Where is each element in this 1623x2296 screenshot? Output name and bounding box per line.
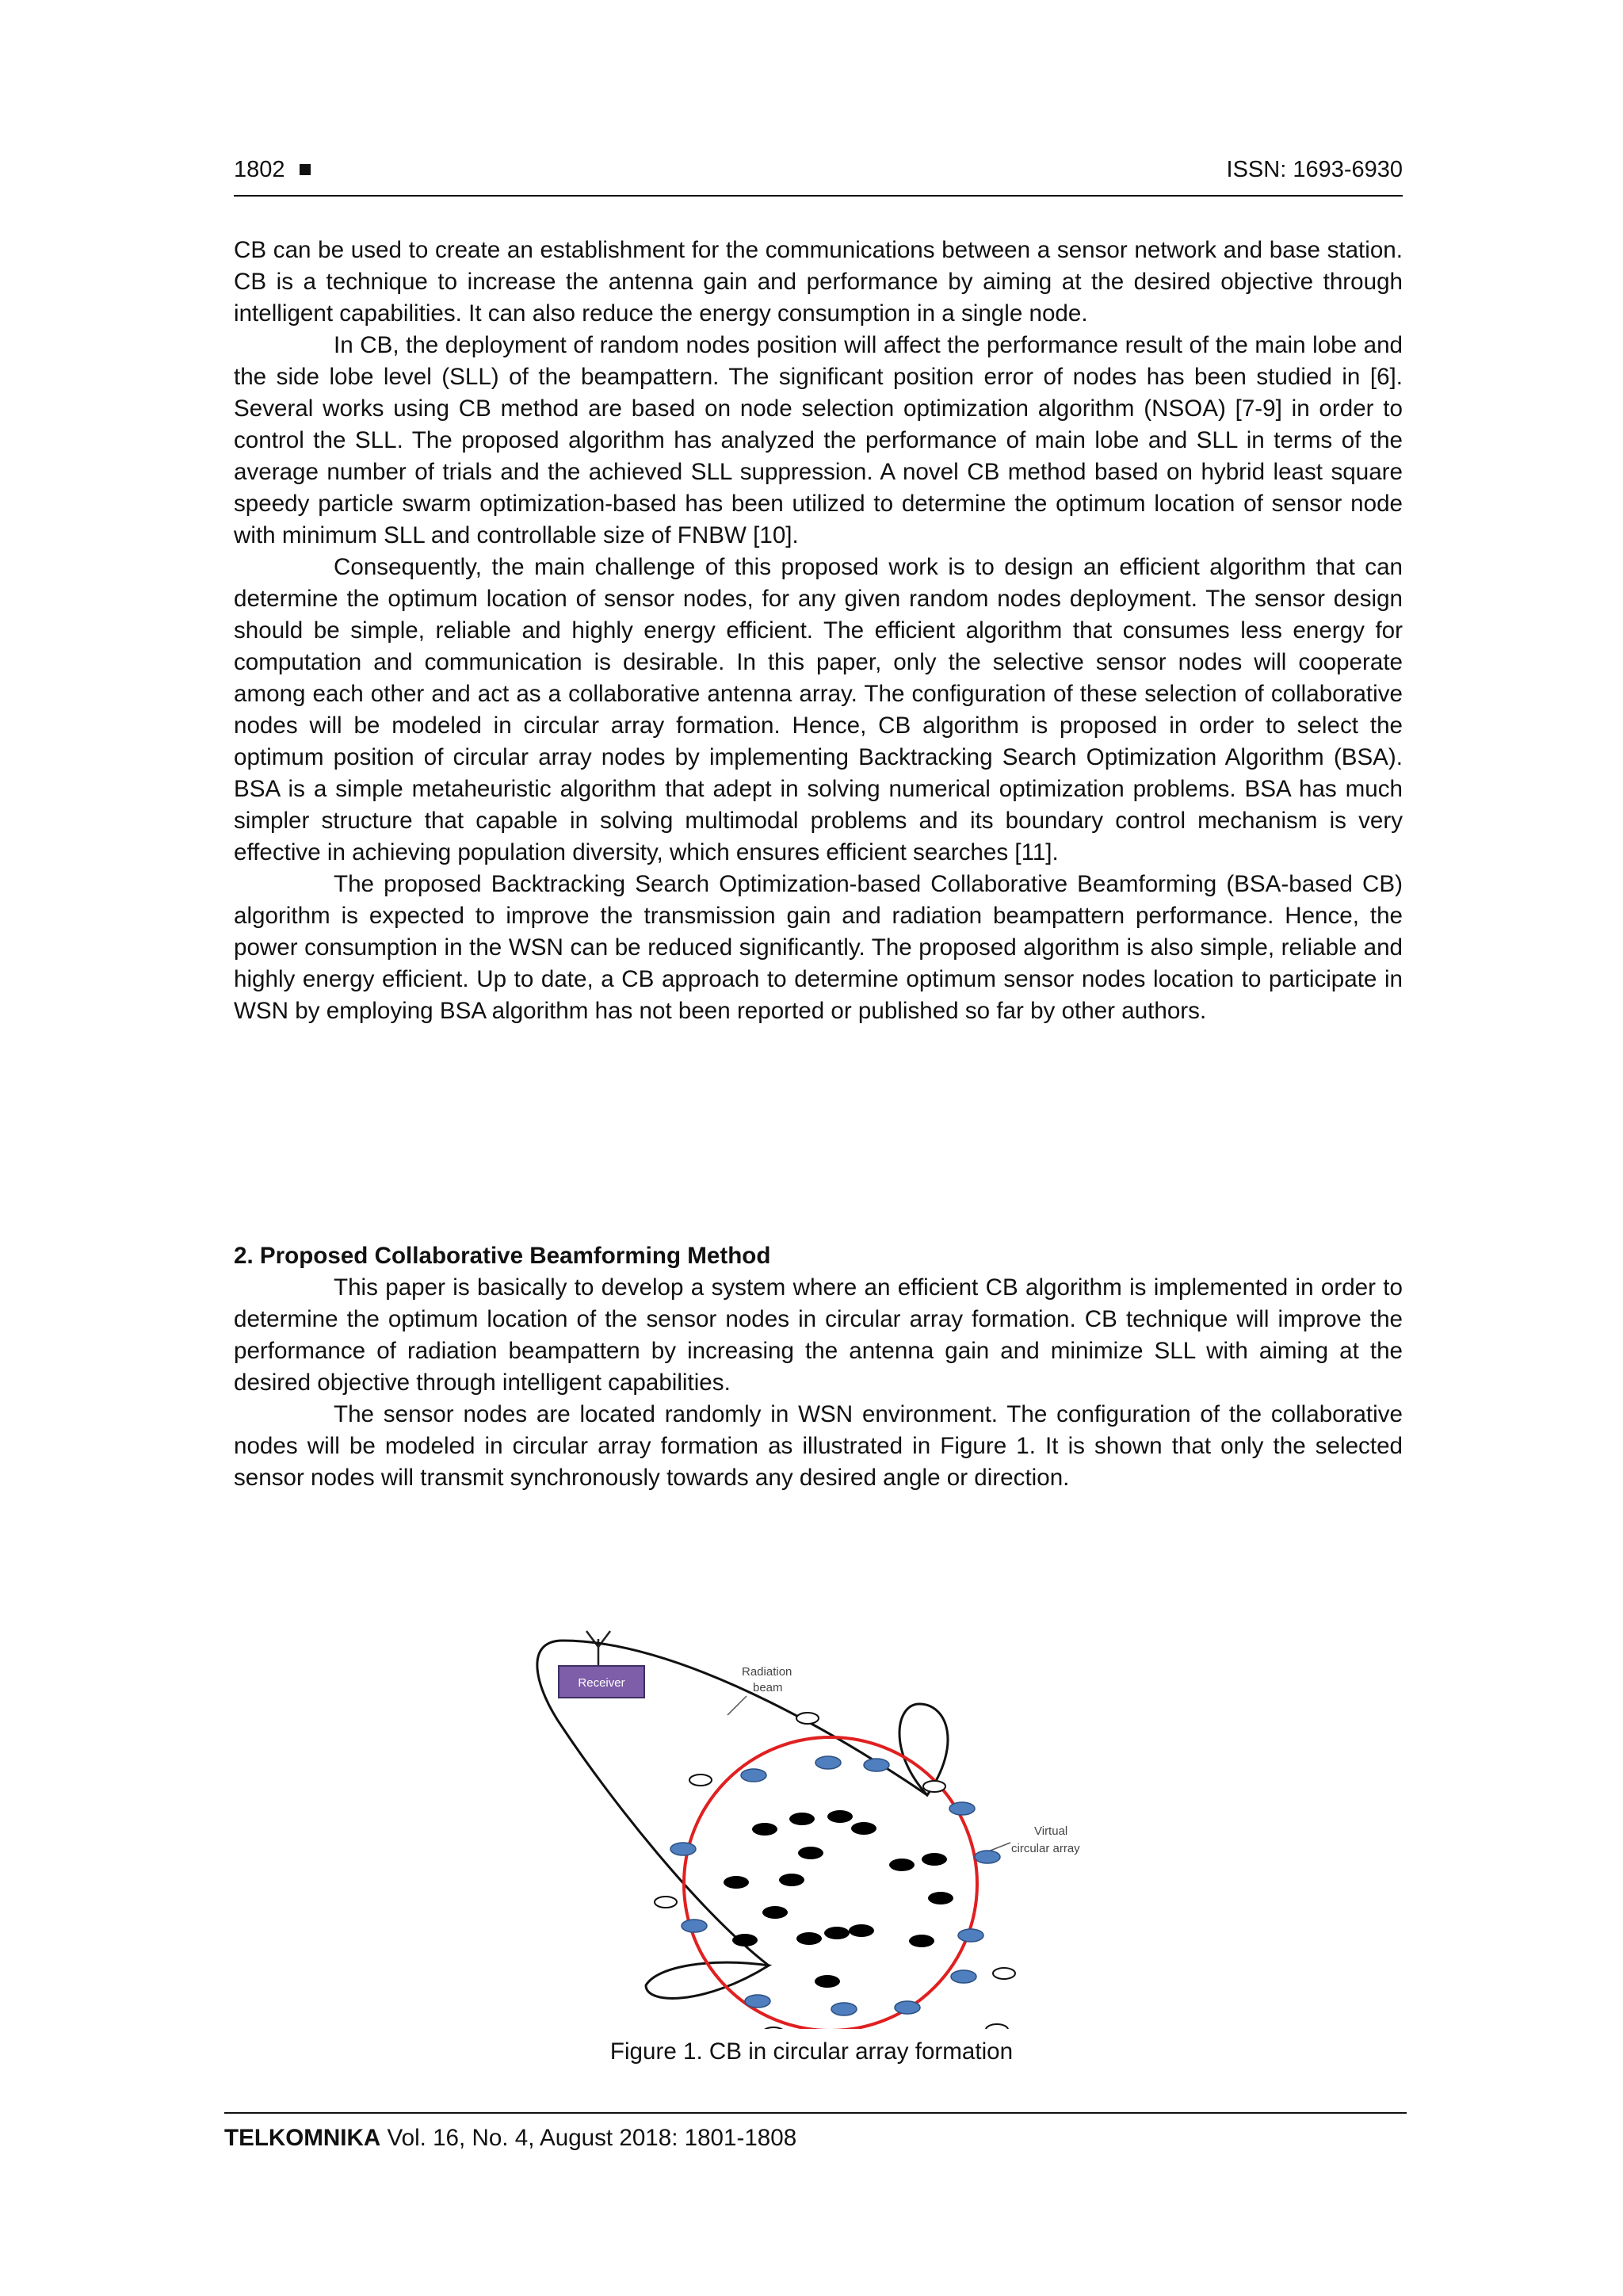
internal-node: [889, 1859, 915, 1871]
issn: ISSN: 1693-6930: [1226, 157, 1403, 182]
internal-node: [798, 1847, 823, 1859]
selected-node: [682, 1920, 707, 1932]
beam-label: Radiation: [742, 1665, 792, 1679]
paragraph: CB can be used to create an establishment for the communications between a sensor network and base station. CB is a technique to increase the antenna gain and performance by aiming at the desired objective through intelligent capabilities. It can also reduce the energy consumption in a single node.: [234, 237, 1403, 327]
unselected-node: [993, 1968, 1015, 1979]
unselected-node: [689, 1775, 712, 1786]
unselected-node: [796, 1713, 819, 1724]
internal-node: [909, 1935, 934, 1947]
unselected-node: [762, 2027, 785, 2029]
selected-node: [864, 1759, 889, 1771]
internal-node: [762, 1906, 788, 1919]
selected-node: [951, 1970, 976, 1983]
selected-node: [670, 1843, 696, 1855]
internal-node: [922, 1853, 947, 1866]
paragraph: In CB, the deployment of random nodes position will affect the performance result of the main lobe and the side lobe level (SLL) of the beampattern. The significant position error of nodes has been studied in [6]. Several works using CB method are based on node selection optimization algorithm (NSOA) [7-9] in order to control the SLL. The proposed algorithm has analyzed the performance of main lobe and SLL in terms of the average number of trials and the achieved SLL suppression. A novel CB method based on hybrid least square speedy particle swarm optimization-based has been utilized to determine the optimum location of sensor node with minimum SLL and controllable size of FNBW [10].: [234, 332, 1403, 548]
internal-node: [796, 1932, 822, 1945]
selected-node: [958, 1929, 983, 1942]
internal-node: [815, 1975, 840, 1988]
unselected-node: [655, 1897, 677, 1908]
selected-node: [741, 1769, 766, 1782]
internal-node: [827, 1810, 853, 1823]
paragraph: Consequently, the main challenge of this proposed work is to design an efficient algorithm that can determine the optimum location of sensor nodes, for any given random nodes deployment. The sensor design should be simple, reliable and highly energy efficient. The efficient algorithm that consumes less energy for computation and communication is desirable. In this paper, only the selective sensor nodes will cooperate among each other and act as a collaborative antenna array. The configuration of these selection of collaborative nodes will be modeled in circular array formation. Hence, CB algorithm is proposed in order to select the optimum position of circular array nodes by implementing Backtracking Search Optimization Algorithm (BSA). BSA is a simple metaheuristic algorithm that adept in solving numerical optimization problems. BSA has much simpler structure that capable in solving multimodal problems and its boundary control mechanism is very effective in achieving population diversity, which ensures efficient searches [11].: [234, 554, 1403, 865]
internal-node: [779, 1874, 804, 1886]
figure-diagram: [515, 1617, 1117, 2029]
antenna-icon: [586, 1631, 610, 1666]
internal-node: [732, 1934, 758, 1946]
selected-node: [895, 2001, 920, 2014]
selected-node: [949, 1802, 975, 1815]
internal-node: [789, 1813, 815, 1825]
receiver-label: Receiver: [578, 1676, 625, 1690]
array-label: circular array: [1011, 1842, 1080, 1855]
journal-name: TELKOMNIKA: [224, 2125, 381, 2151]
journal-citation: Vol. 16, No. 4, August 2018: 1801-1808: [387, 2125, 797, 2151]
internal-node: [724, 1876, 749, 1889]
page-header: [234, 155, 1403, 197]
paragraph: The sensor nodes are located randomly in WSN environment. The configuration of the collaborative nodes will be modeled in circular array formation as illustrated in Figure 1. It is shown that only the selected sensor nodes will transmit synchronously towards any desired angle or direction.: [234, 1401, 1403, 1491]
page-footer: [224, 2112, 1407, 2152]
internal-node: [752, 1823, 777, 1836]
internal-node: [849, 1924, 874, 1937]
selected-node: [831, 2003, 857, 2015]
side-lobe: [646, 1962, 769, 1998]
figure-caption: Figure 1. CB in circular array formation: [609, 2038, 1014, 2065]
beam-label-pointer: [727, 1696, 747, 1715]
unselected-node: [923, 1781, 945, 1792]
paragraph: The proposed Backtracking Search Optimization-based Collaborative Beamforming (BSA-based CB) algorithm is expected to improve the transmission gain and radiation beampattern performance. Hence, the power consumption in the WSN can be reduced significantly. The proposed algorithm is also simple, reliable and highly energy efficient. Up to date, a CB approach to determine optimum sensor nodes location to participate in WSN by employing BSA algorithm has not been reported or published so far by other authors.: [234, 871, 1403, 1024]
array-label: Virtual: [1034, 1824, 1068, 1838]
beam-label: beam: [753, 1681, 783, 1694]
section-text: [234, 1272, 1403, 1494]
square-bullet-icon: [300, 164, 311, 175]
selected-node: [745, 1995, 770, 2008]
section-heading: 2. Proposed Collaborative Beamforming Method: [234, 1243, 771, 1269]
internal-nodes: [724, 1810, 953, 1988]
internal-node: [851, 1822, 876, 1835]
figure-cb-circular-array: [515, 1617, 1117, 2029]
body-text: [234, 235, 1403, 1027]
page-number: 1802: [234, 157, 311, 183]
internal-node: [928, 1892, 953, 1904]
internal-node: [824, 1927, 850, 1939]
paragraph: This paper is basically to develop a system where an efficient CB algorithm is implemented in order to determine the optimum location of the sensor nodes in circular array formation. CB technique will improve the performance of radiation beampattern by increasing the antenna gain and minimize SLL with aiming at the desired objective through intelligent capabilities.: [234, 1274, 1403, 1396]
selected-node: [975, 1851, 1000, 1863]
selected-node: [815, 1756, 841, 1769]
unselected-node: [986, 2024, 1008, 2029]
